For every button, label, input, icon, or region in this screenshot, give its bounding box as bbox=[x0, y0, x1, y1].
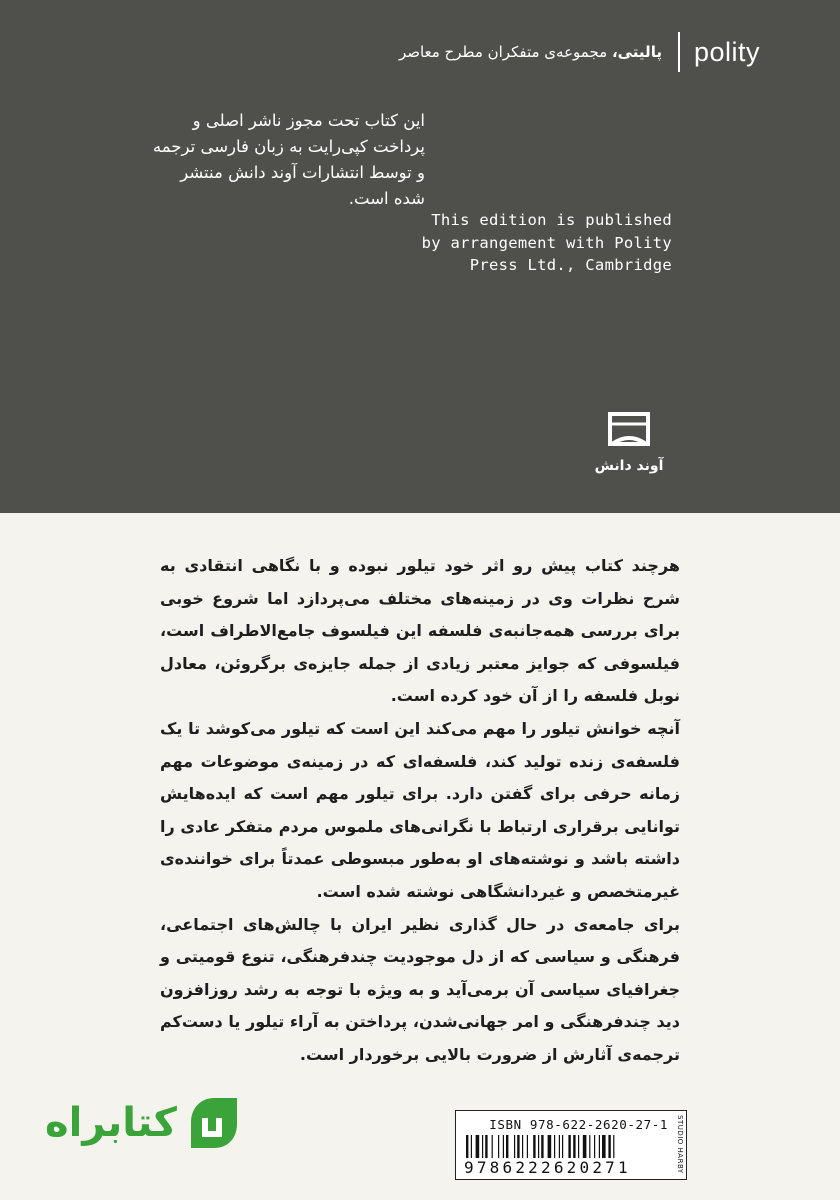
studio-credit: STUDIO HARBY bbox=[676, 1115, 684, 1174]
header-divider bbox=[678, 32, 680, 72]
blurb-paragraph: برای جامعه‌ی در حال گذاری نظیر ایران با چالش‌های اجتماعی، فرهنگی و سیاسی که از دل موجودیت چندفرهنگی، تنوع قومیتی و جغرافیای سیاسی آن برمی‌آید و به ویژه با توجه به رشد روزافزون دید چندفرهنگی و امر جهانی‌شدن، پرداختن به آراء تیلور یا دست‌کم ترجمه‌ی آثارش از ضرورت بالایی برخوردار است. bbox=[160, 914, 680, 1064]
copyright-fa-line: پرداخت کپی‌رایت به زبان فارسی ترجمه bbox=[152, 137, 425, 156]
series-name: پالیتی، bbox=[611, 43, 662, 61]
store-name: کتابراه bbox=[45, 1100, 177, 1146]
copyright-en-line: by arrangement with Polity bbox=[421, 233, 672, 252]
back-cover-top-panel bbox=[0, 0, 840, 513]
copyright-notice-en bbox=[380, 209, 672, 277]
copyright-fa-line: شده است. bbox=[348, 189, 425, 208]
isbn-label: ISBN 978-622-2620-27-1 bbox=[489, 1117, 668, 1132]
ketabrah-logo bbox=[45, 1094, 241, 1152]
open-book-icon bbox=[608, 412, 650, 446]
back-cover-blurb bbox=[160, 550, 680, 1072]
ketabrah-logo-icon bbox=[187, 1094, 241, 1152]
isbn-barcode bbox=[455, 1110, 687, 1180]
series-subtitle: مجموعه‌ی متفکران مطرح معاصر bbox=[398, 43, 612, 61]
barcode-digits: 9786222620271 bbox=[464, 1158, 664, 1177]
series-title bbox=[399, 43, 662, 61]
copyright-fa-line: این کتاب تحت مجوز ناشر اصلی و bbox=[192, 111, 425, 130]
copyright-en-line: Press Ltd., Cambridge bbox=[469, 256, 672, 274]
blurb-paragraph: آنچه خوانش تیلور را مهم می‌کند این است که تیلور می‌کوشد تا یک فلسفه‌ی زنده تولید کند، فلسفه‌ای که در زمینه‌ی موضوعات مهم زمانه حرفی برای گفتن دارد. برای تیلور مهم است که ایده‌هایش توانایی برقراری ارتباط با نگرانی‌های ملموس مردم متفکر عادی را داشته باشد و نوشته‌های او به‌طور مبسوطی عمدتاً برای خواننده‌ی غیرمتخصص و غیردانشگاهی نوشته شده است. bbox=[160, 718, 680, 901]
copyright-en-line: This edition is published bbox=[431, 211, 672, 229]
polity-logo: polity bbox=[693, 36, 760, 67]
copyright-notice-fa bbox=[125, 108, 425, 212]
series-header bbox=[399, 30, 760, 74]
blurb-paragraph: هرچند کتاب پیش رو اثر خود تیلور نبوده و با نگاهی انتقادی به شرح نظرات وی در زمینه‌های مختلف می‌پردازد اما شروع خوبی برای بررسی همه‌جانبه‌ی فلسفه این فیلسوف جامع‌الاطراف است، فیلسوفی که جوایز معتبر زیادی از جمله جایزه‌ی برگروئن، معادل نوبل فلسفه را از آن خود کرده است. bbox=[160, 556, 680, 706]
copyright-fa-line: و توسط انتشارات آوند دانش منتشر bbox=[180, 163, 425, 182]
publisher-name: آوند دانش bbox=[594, 458, 664, 474]
